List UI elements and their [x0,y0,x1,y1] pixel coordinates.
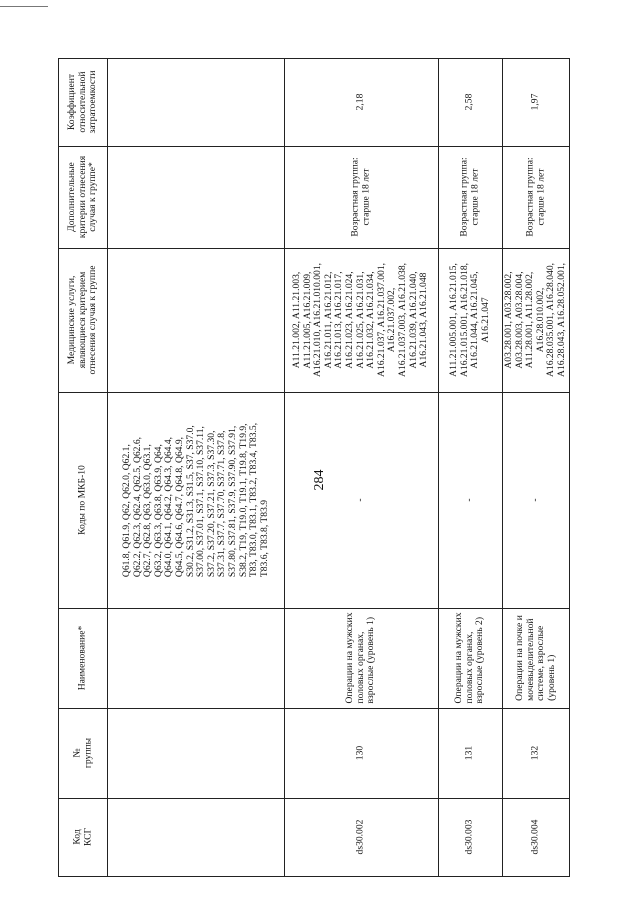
cell-text-line: S37.80, S37.81, S37.9, S37.90, S37.91, [226,425,238,578]
cell-text-line: - [463,498,475,502]
cell-text-line: Операции на почке и [513,615,525,701]
ksg-table [58,58,570,877]
header-name [58,608,107,708]
cell-text-line: относительной [76,71,88,133]
cell-text-line: КСГ [81,827,93,847]
cell-text-line: Дополнительные [65,162,77,232]
cell-text-line: половых органах, [463,631,475,704]
cell-text-line: мочевыделительной [523,618,535,701]
cell-text-line: A16.28.010.002, [534,287,546,353]
cell-text-line: старше 18 лет [469,168,480,226]
cell-text-line: A16.21.037, A16.21.037.001, [375,262,387,378]
cell-text-line: являющиеся критерием [76,271,88,369]
cell-text-line: A03.28.001, A03.28.002, [502,271,514,369]
cell-text-line: отнесения случая к группе [86,265,98,375]
cell-text-line: T83.6, T83.8, T83.9 [258,499,270,578]
cell-text-line: A16.21.043, A16.21.048 [418,272,430,368]
cell-text-line: A16.21.032, A16.21.034, [365,271,377,369]
cell-text-line: A11.21.005.001, A16.21.015, [447,263,459,377]
continuation-mkb-cell [107,392,284,608]
cell-text-line: группы [81,737,93,769]
cell-text-line: Q62.7, Q62.8, Q63, Q63.0, Q63.1, [141,444,153,578]
cell-text-line: Q64.5, Q64.6, Q64.7, Q64.8, Q64.9, [173,436,185,578]
cell-text-line: затратоемкости [86,70,98,134]
row-130-number: 130 [354,745,366,761]
row-130-criteria [284,146,438,248]
cell-text-line: A16.21.037.003, A16.21.038, [397,262,409,378]
cell-text-line: Q61.8, Q61.9, Q62, Q62.0, Q62.1, [120,444,132,578]
row-131-name [438,608,502,708]
header-services [58,248,107,392]
cell-text-line: S37.2, S37.20, S37.21, S37.3, S37.30, [205,430,217,578]
cell-text-line: A16.21.044, A16.21.045, [469,271,480,369]
row-132-code: ds30.004 [529,819,541,855]
cell-text-line: A11.21.005, A16.21.009, [301,271,313,369]
page-number: 284 [312,469,327,491]
cell-text-line: Возрастная группа: [458,157,470,237]
header-number [58,708,107,798]
cell-text-line: A11.21.002, A11.21.003, [291,271,303,369]
header-code [58,798,107,876]
row-132-number: 132 [529,745,541,761]
cell-text-line: A16.21.047 [479,297,491,343]
top-rule [0,6,48,7]
row-132-coef: 1,97 [529,93,541,111]
cell-text-line: S30.2, S31.2, S31.3, S31.5, S37, S37.0, [183,425,195,578]
row-130-mkb [284,392,438,608]
cell-text-line: A16.21.037.002, [386,287,398,353]
cell-text-line: S37.00, S37.01, S37.1, S37.10, S37.11, [194,426,206,578]
row-130-coef: 2,18 [354,93,366,111]
cell-text-line: критерии отнесения [76,155,88,239]
cell-text-line: взрослые (уровень 2) [474,616,486,704]
row-132-services [502,248,569,392]
cell-text-line: S37.31, S37.7, S37.70, S37.71, S37.8, [215,430,227,578]
row-132-criteria [502,146,569,248]
row-131-mkb [438,392,502,608]
row-132-mkb [502,392,569,608]
row-131-code: ds30.003 [463,819,475,855]
cell-text-line: Наименование* [76,625,88,691]
cell-text-line: A03.28.003, A03.28.004, [513,271,525,369]
header-criteria [58,146,107,248]
cell-text-line: Операции на мужских [344,612,356,704]
cell-text-line: A16.21.039, A16.21.040, [407,271,419,369]
cell-text-line: Возрастная группа: [349,157,361,237]
cell-text-line: Коды по МКБ-10 [76,465,88,535]
row-131-criteria [438,146,502,248]
cell-text-line: S38.2, T19, T19.0, T19.1, T19.8, T19.9, [236,423,248,578]
cell-text-line: A16.28.035.001, A16.28.040, [545,262,557,378]
header-coef [58,58,107,146]
cell-text-line: A16.21.023, A16.21.024, [344,271,356,369]
cell-text-line: (уровень 1) [545,654,557,701]
row-131-coef: 2,58 [463,93,475,111]
header-mkb [58,392,107,608]
cell-text-line: № [70,748,82,758]
cell-text-line: половых органах, [354,631,366,704]
cell-text-line: системе, взрослые [534,625,546,701]
cell-text-line: случая к группе* [86,162,98,232]
row-130-services [284,248,438,392]
cell-text-line: A16.21.011, A16.21.012, [322,271,334,369]
cell-text-line: старше 18 лет [534,168,546,226]
row-132-name [502,608,569,708]
row-131-services [438,248,502,392]
cell-text-line: - [354,498,366,502]
cell-text-line: старше 18 лет [360,168,371,226]
row-130-code: ds30.002 [354,819,366,855]
cell-text-line: Возрастная группа: [523,157,535,237]
cell-text-line: Медицинские услуги, [65,275,77,365]
cell-text-line: A16.21.013, A16.21.017, [333,271,345,369]
cell-text-line: A11.28.001, A11.28.002, [523,271,535,369]
cell-text-line: - [529,498,541,502]
cell-text-line: A16.21.015.001, A16.21.018, [458,262,470,378]
cell-text-line: A16.28.043, A16.28.052.001, [555,262,567,378]
cell-text-line: взрослые (уровень 1) [365,616,377,704]
row-131-number: 131 [463,745,475,761]
cell-text-line: A16.21.025, A16.21.031, [354,271,366,369]
cell-text-line: Коэффициент [65,73,77,131]
cell-text-line: Код [70,829,82,845]
cell-text-line: Q63.2, Q63.3, Q63.8, Q63.9, Q64, [152,444,164,578]
cell-text-line: Q64.0, Q64.1, Q64.2, Q64.3, Q64.4, [162,436,174,578]
cell-text-line: Q62.2, Q62.3, Q62.4, Q62.5, Q62.6, [130,436,142,578]
row-130-name [284,608,438,708]
cell-text-line: Операции на мужских [453,612,465,704]
cell-text-line: A16.21.010, A16.21.010.001, [312,262,324,378]
cell-text-line: T83, T83.0, T83.1, T83.2, T83.4, T83.5, [247,422,259,578]
